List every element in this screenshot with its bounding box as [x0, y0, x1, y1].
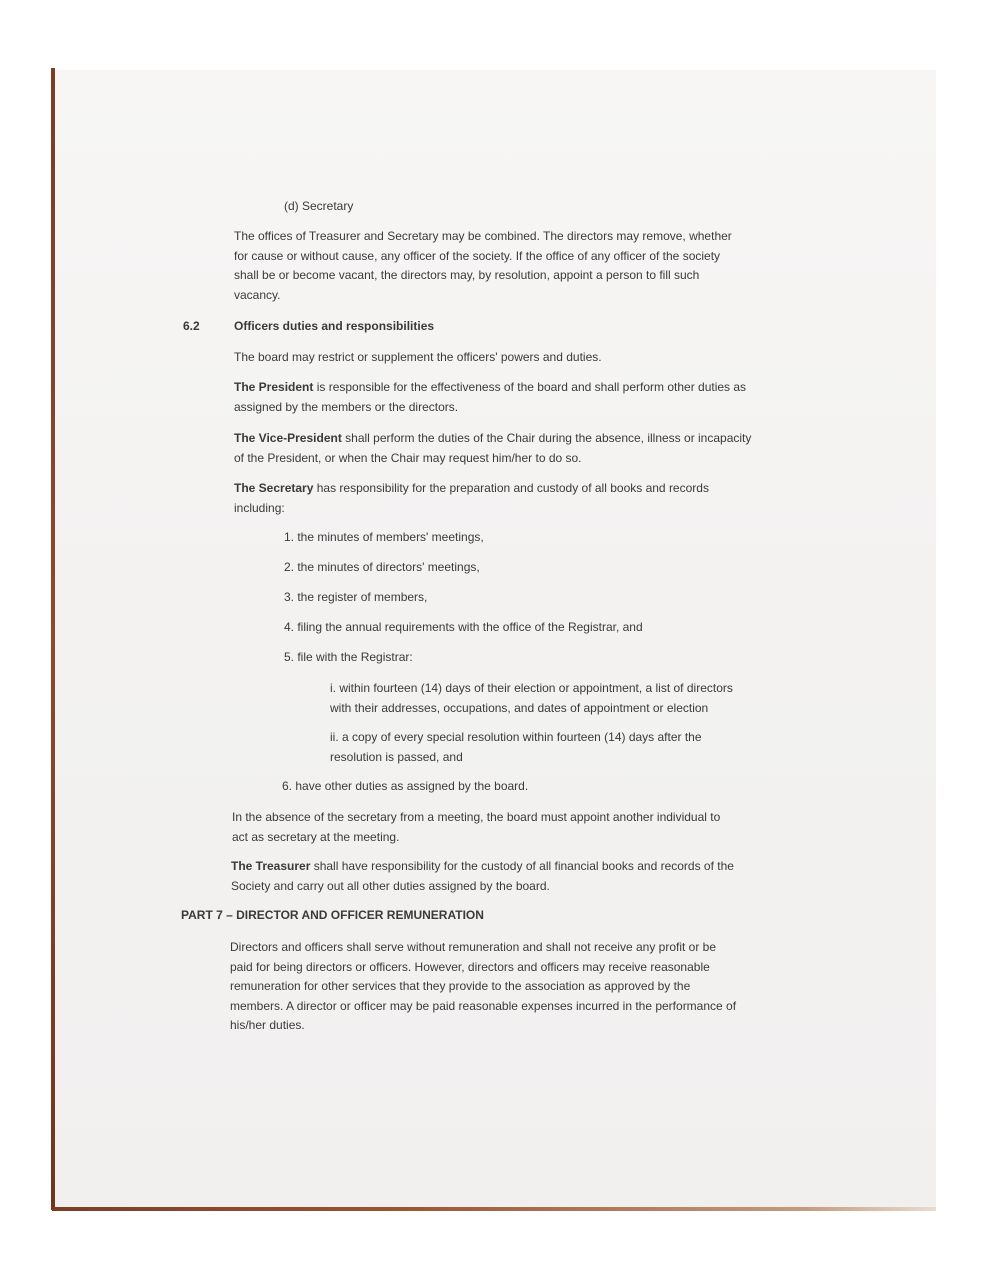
- paper-bottom-edge: [52, 1207, 936, 1211]
- sub-item-ii: [330, 728, 702, 767]
- president-text: is responsible for the effectiveness of the board and shall perform other duties as: [313, 380, 747, 394]
- secretary-line-1: [234, 479, 709, 499]
- secretary-text: has responsibility for the preparation and custody of all books and records: [313, 481, 709, 495]
- part-7-line: members. A director or officer may be paid reasonable expenses incurred in the performance of: [230, 998, 737, 1013]
- part-7-paragraph: [230, 938, 736, 1036]
- intro-line: shall be or become vacant, the directors may, by resolution, appoint a person to fill such: [234, 268, 700, 282]
- duty-item: 1. the minutes of members' meetings,: [284, 530, 484, 544]
- sub-item-line: i. within fourteen (14) days of their election or appointment, a list of directors: [330, 681, 733, 695]
- vice-president-text: shall perform the duties of the Chair during the absence, illness or incapacity: [341, 431, 752, 445]
- president-lead: The President: [234, 380, 314, 394]
- vice-president-line-1: [234, 429, 751, 449]
- duty-item: 4. filing the annual requirements with the office of the Registrar, and: [284, 620, 643, 634]
- treasurer-line-1: [231, 857, 734, 877]
- treasurer-paragraph: [231, 857, 734, 896]
- intro-line: for cause or without cause, any officer of the society. If the office of any officer of the society: [234, 248, 721, 263]
- duty-item: 2. the minutes of directors' meetings,: [284, 560, 480, 574]
- sub-item-i: [330, 679, 733, 718]
- absence-line: In the absence of the secretary from a meeting, the board must appoint another individual to: [232, 810, 721, 824]
- intro-paragraph: [234, 227, 732, 305]
- president-line-1: [234, 378, 746, 398]
- vice-president-lead: The Vice-President: [234, 431, 342, 445]
- intro-line: vacancy.: [234, 287, 281, 302]
- part-7-line: paid for being directors or officers. However, directors and officers may receive reasonable: [230, 959, 710, 974]
- section-title: Officers duties and responsibilities: [234, 319, 435, 333]
- sub-item-line: resolution is passed, and: [330, 749, 463, 764]
- sub-item-line: ii. a copy of every special resolution within fourteen (14) days after the: [330, 730, 702, 744]
- restrict-sentence: The board may restrict or supplement the officers' powers and duties.: [234, 350, 602, 364]
- vice-president-line-2: of the President, or when the Chair may request him/her to do so.: [234, 450, 582, 465]
- duty-item: 5. file with the Registrar:: [284, 650, 413, 664]
- secretary-line-2: including:: [234, 500, 285, 515]
- duty-item-6: 6. have other duties as assigned by the board.: [282, 779, 529, 793]
- vice-president-paragraph: [234, 429, 751, 468]
- secretary-paragraph: [234, 479, 709, 518]
- section-number: 6.2: [183, 319, 200, 333]
- part-7-line: Directors and officers shall serve without remuneration and shall not receive any profit or be: [230, 940, 717, 954]
- part-7-heading: PART 7 – DIRECTOR AND OFFICER REMUNERATION: [181, 908, 484, 922]
- sub-item-line: with their addresses, occupations, and dates of appointment or election: [330, 700, 709, 715]
- absence-paragraph: [232, 808, 720, 847]
- subsection-d-label: (d) Secretary: [284, 199, 354, 213]
- part-7-line: remuneration for other services that they provide to the association as approved by the: [230, 979, 691, 993]
- part-7-line: his/her duties.: [230, 1018, 305, 1032]
- absence-line: act as secretary at the meeting.: [232, 829, 400, 844]
- treasurer-lead: The Treasurer: [231, 859, 311, 873]
- duty-item: 3. the register of members,: [284, 590, 428, 604]
- treasurer-text: shall have responsibility for the custody of all financial books and records of the: [310, 859, 734, 873]
- treasurer-line-2: Society and carry out all other duties assigned by the board.: [231, 878, 550, 893]
- president-line-2: assigned by the members or the directors.: [234, 399, 459, 414]
- intro-line: The offices of Treasurer and Secretary may be combined. The directors may remove, whether: [234, 229, 732, 243]
- paper-left-edge: [51, 68, 55, 1210]
- secretary-lead: The Secretary: [234, 481, 314, 495]
- president-paragraph: [234, 378, 746, 417]
